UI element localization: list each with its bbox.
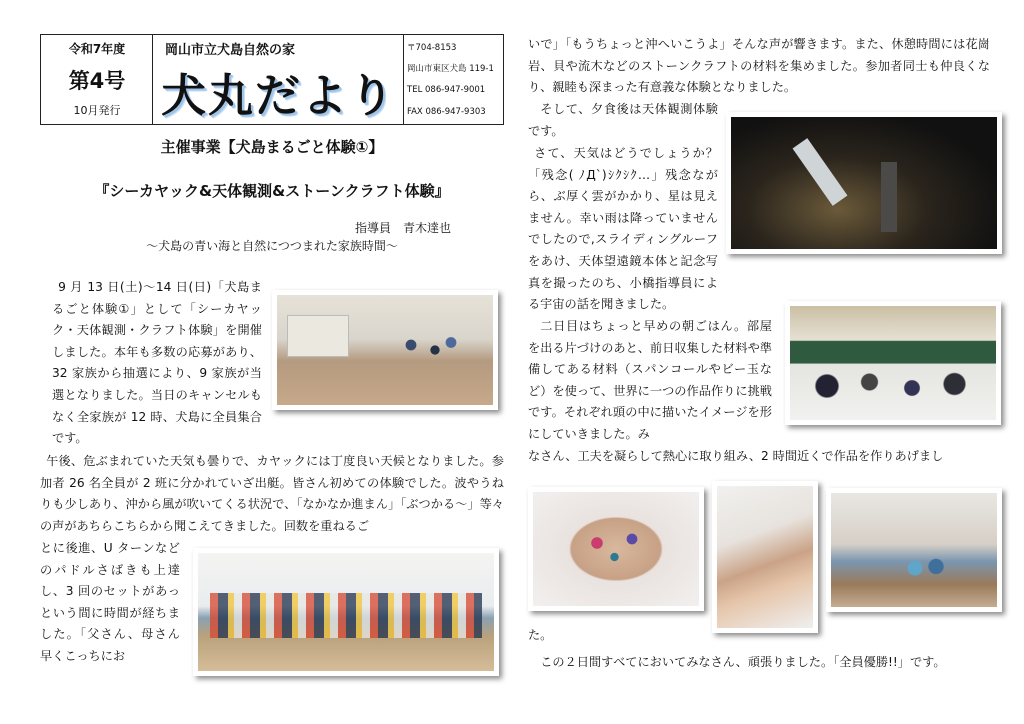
masthead (40, 34, 504, 125)
photo-telescope (726, 112, 1002, 254)
paragraph-craft-end: た。 (528, 628, 553, 642)
photo-craft-hands (712, 481, 818, 633)
article-title: 『シーカヤック&天体観測&ストーンクラフト体験』 (94, 182, 450, 200)
section-heading: 主催事業【犬島まるごと体験①】 (160, 138, 384, 156)
tel: TEL 086-947-9001 (407, 85, 486, 95)
paragraph-kayak: 午後、危ぶまれていた天気も曇りで、カヤックには丁度良い天候となりました。参加者 26 名全員が 2 班に分かれていざ出艇。皆さん初めての体験でした。波やうねりも少しあり、沖から風が吹いてくる状況で、「なかなか進まん」「ぶつかる～」等々の声があちらこちらから聞こえてきました。回数を重ねるご (40, 454, 504, 533)
paragraph-stargazing-lead: そして、夕食後は天体観測体験です。 (528, 102, 718, 138)
tagline: ～犬島の青い海と自然につつまれた家族時間～ (146, 239, 398, 253)
paragraph-craft: 二日目はちょっと早めの朝ごはん。部屋を出る片づけのあと、前日収集した材料や準備してある材料（スパンコールやビー玉など）を使って、世界に一つの作品作りに挑戦です。それぞれ頭の中に描いたイメージを形にしていきました。み (528, 319, 772, 441)
instructor: 指導員 青木達也 (355, 221, 452, 235)
paragraph-stargazing: さて、天気はどうでしょうか？「残念( ﾉД`)ｼｸｼｸ…」残念ながら、ぶ厚く雲がかかり、星は見えません。幸い雨は降っていませんでしたので,スライディングルーフをあけ、天体望遠鏡本体と記念写真を撮ったのち、小橋指導員による宇宙の話を聞きました。 (528, 146, 718, 312)
paragraph-craft-cont: なさん、工夫を凝らして熱心に取り組み、2 時間近くで作品を作りあげまし (528, 449, 944, 463)
paragraph-intro: 9 月 13 日(土)～14 日(日)「犬島まるごと体験①」として「シーカヤック・天体観測・クラフト体験」を開催しました。本年も多数の応募があり、32 家族から抽選により、9 家族が当選となりました。当日のキャンセルもなく全家族が 12 時、犬島に全員集合です。 (52, 280, 262, 446)
issue-month: 10月発行 (73, 104, 121, 117)
address: 岡山市東区犬島 119-1 (407, 64, 494, 74)
photo-gathering (272, 290, 498, 410)
photo-kayak-group (193, 548, 499, 676)
paragraph-kayak-end: いで」「もうちょっと沖へいこうよ」そんな声が響きます。また、休憩時間には花崗岩、貝や流木などのストーンクラフトの材料を集めました。参加者同士も仲良くなり、親睦も深まった有意義な体験となりました。 (528, 37, 990, 95)
fiscal-year: 令和7年度 (68, 42, 126, 56)
newsletter-title: 犬丸だより (161, 69, 397, 122)
organization-name: 岡山市立犬島自然の家 (165, 43, 296, 58)
paragraph-kayak-cont: とに後進、U ターンなどのパドルさばきも上達し、3 回のセットがあっという間に時間が経ちました。「父さん、母さん早くこっちにお (40, 541, 180, 663)
issue-number: 第4号 (68, 69, 126, 93)
issue-info-cell (41, 35, 153, 124)
paragraph-closing: この２日間すべてにおいてみなさん、頑張りました。「全員優勝!!」です。 (540, 655, 946, 669)
photo-classroom (785, 301, 1001, 425)
photo-craft-finished (826, 488, 1002, 612)
postal-code: 〒704-8153 (407, 43, 457, 53)
fax: FAX 086-947-9303 (407, 107, 486, 117)
photo-craft-stone (528, 487, 704, 611)
